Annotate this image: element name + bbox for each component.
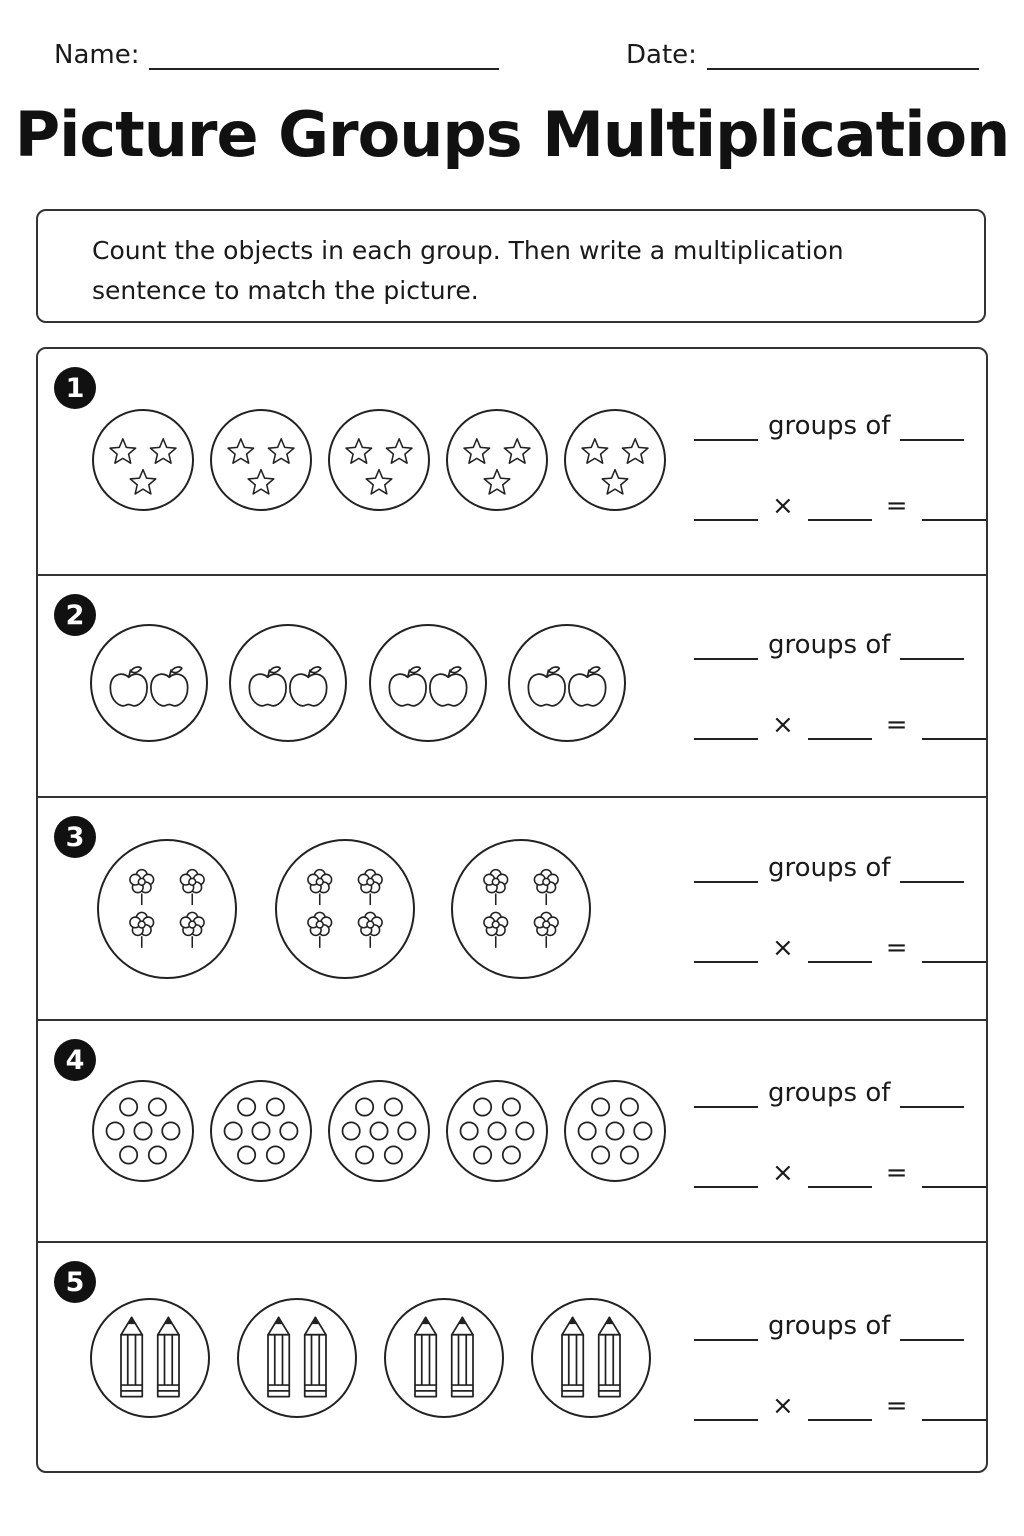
apple-icon: [510, 626, 624, 740]
group-circle: [92, 1080, 194, 1182]
factor-1-blank[interactable]: [694, 937, 758, 963]
factor-2-blank[interactable]: [808, 495, 872, 521]
times-sign: ×: [772, 1391, 794, 1421]
factor-2-blank[interactable]: [808, 714, 872, 740]
dot-icon: [330, 1082, 428, 1180]
group-circle: [446, 409, 548, 511]
factor-1-blank[interactable]: [694, 1162, 758, 1188]
group-circle: [531, 1298, 651, 1418]
multiplication-sentence: [694, 710, 986, 740]
date-label: Date:: [626, 40, 697, 70]
times-sign: ×: [772, 491, 794, 521]
star-icon: [212, 411, 310, 509]
groups-blank[interactable]: [694, 1082, 758, 1108]
groups-of-label: groups of: [768, 853, 891, 883]
star-icon: [566, 411, 664, 509]
per-group-blank[interactable]: [900, 857, 964, 883]
group-circle: [97, 839, 237, 979]
multiplication-sentence: [694, 491, 986, 521]
group-circle: [210, 1080, 312, 1182]
dot-icon: [448, 1082, 546, 1180]
pencil-icon: [386, 1300, 502, 1416]
groups-of-sentence: [694, 853, 964, 883]
problem-number: 4: [54, 1039, 96, 1081]
problem-row-5: [38, 1241, 986, 1473]
equals-sign: =: [885, 1391, 908, 1421]
factor-2-blank[interactable]: [808, 1395, 872, 1421]
groups-of-sentence: [694, 1311, 964, 1341]
date-field[interactable]: [626, 40, 979, 70]
equals-sign: =: [885, 1158, 908, 1188]
times-sign: ×: [772, 1158, 794, 1188]
group-circle: [328, 409, 430, 511]
groups-blank[interactable]: [694, 1315, 758, 1341]
star-icon: [94, 411, 192, 509]
groups-of-label: groups of: [768, 630, 891, 660]
product-blank[interactable]: [922, 495, 986, 521]
problem-number: 5: [54, 1261, 96, 1303]
group-circle: [564, 409, 666, 511]
groups-of-label: groups of: [768, 1311, 891, 1341]
multiplication-sentence: [694, 1158, 986, 1188]
group-circle: [90, 624, 208, 742]
factor-1-blank[interactable]: [694, 1395, 758, 1421]
pencil-icon: [92, 1300, 208, 1416]
flower-icon: [277, 841, 413, 977]
groups-blank[interactable]: [694, 857, 758, 883]
group-circle: [446, 1080, 548, 1182]
per-group-blank[interactable]: [900, 634, 964, 660]
group-circle: [369, 624, 487, 742]
groups-blank[interactable]: [694, 634, 758, 660]
group-circle: [237, 1298, 357, 1418]
times-sign: ×: [772, 710, 794, 740]
multiplication-sentence: [694, 1391, 986, 1421]
star-icon: [330, 411, 428, 509]
dot-icon: [566, 1082, 664, 1180]
dot-icon: [94, 1082, 192, 1180]
instructions-box: [36, 209, 986, 323]
problem-row-4: [38, 1019, 986, 1241]
product-blank[interactable]: [922, 714, 986, 740]
group-circle: [90, 1298, 210, 1418]
problem-row-1: [38, 349, 986, 574]
groups-of-label: groups of: [768, 1078, 891, 1108]
page-title: Picture Groups Multiplication: [14, 98, 1010, 171]
instructions-text: Count the objects in each group. Then write a multiplication sentence to match the picture.: [92, 236, 844, 305]
factor-1-blank[interactable]: [694, 495, 758, 521]
dot-icon: [212, 1082, 310, 1180]
problem-row-2: [38, 574, 986, 796]
factor-1-blank[interactable]: [694, 714, 758, 740]
product-blank[interactable]: [922, 937, 986, 963]
groups-of-sentence: [694, 1078, 964, 1108]
groups-of-label: groups of: [768, 411, 891, 441]
problem-number: 1: [54, 367, 96, 409]
groups-of-sentence: [694, 630, 964, 660]
group-circle: [92, 409, 194, 511]
factor-2-blank[interactable]: [808, 937, 872, 963]
groups-blank[interactable]: [694, 415, 758, 441]
group-circle: [275, 839, 415, 979]
name-line[interactable]: [149, 40, 499, 70]
group-circle: [564, 1080, 666, 1182]
group-circle: [508, 624, 626, 742]
equals-sign: =: [885, 710, 908, 740]
factor-2-blank[interactable]: [808, 1162, 872, 1188]
product-blank[interactable]: [922, 1162, 986, 1188]
star-icon: [448, 411, 546, 509]
date-line[interactable]: [707, 40, 979, 70]
pencil-icon: [533, 1300, 649, 1416]
equals-sign: =: [885, 933, 908, 963]
equals-sign: =: [885, 491, 908, 521]
problems-panel: [36, 347, 988, 1473]
group-circle: [451, 839, 591, 979]
flower-icon: [453, 841, 589, 977]
group-circle: [210, 409, 312, 511]
per-group-blank[interactable]: [900, 1315, 964, 1341]
group-circle: [384, 1298, 504, 1418]
name-label: Name:: [54, 40, 140, 70]
per-group-blank[interactable]: [900, 1082, 964, 1108]
group-circle: [328, 1080, 430, 1182]
groups-of-sentence: [694, 411, 964, 441]
product-blank[interactable]: [922, 1395, 986, 1421]
apple-icon: [92, 626, 206, 740]
problem-number: 2: [54, 594, 96, 636]
pencil-icon: [239, 1300, 355, 1416]
problem-row-3: [38, 796, 986, 1019]
problem-number: 3: [54, 816, 96, 858]
per-group-blank[interactable]: [900, 415, 964, 441]
times-sign: ×: [772, 933, 794, 963]
apple-icon: [371, 626, 485, 740]
apple-icon: [231, 626, 345, 740]
group-circle: [229, 624, 347, 742]
name-field[interactable]: [54, 40, 499, 70]
multiplication-sentence: [694, 933, 986, 963]
flower-icon: [99, 841, 235, 977]
